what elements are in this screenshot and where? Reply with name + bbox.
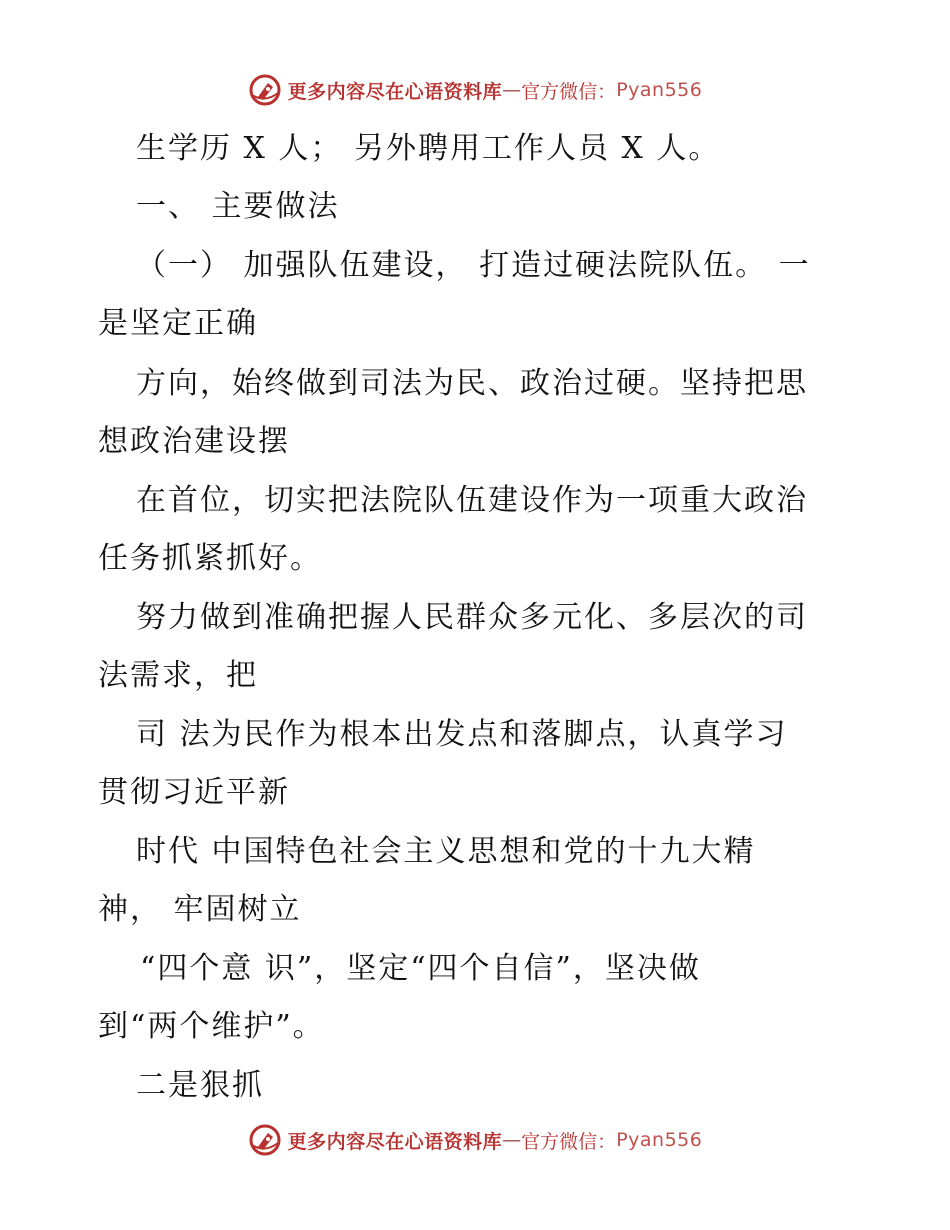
banner-dash: — xyxy=(502,1129,522,1151)
text-line: 任务抓紧抓好。 xyxy=(98,541,322,576)
banner-wechat-id: Pyan556 xyxy=(616,1129,703,1151)
text-line: 神， 牢固树立 xyxy=(98,892,302,927)
pen-nib-logo-icon xyxy=(248,1123,282,1157)
banner-dash: — xyxy=(502,79,522,101)
footer-banner xyxy=(0,1120,950,1160)
text-line: 是坚定正确 xyxy=(98,306,258,341)
text-line: 法需求，把 xyxy=(98,658,258,693)
text-line: “四个意 识”，坚定“四个自信”，坚决做 xyxy=(140,951,701,986)
text-line: 贯彻习近平新 xyxy=(98,775,290,810)
text-line: 在首位，切实把法院队伍建设作为一项重大政治 xyxy=(136,483,808,518)
banner-title: 更多内容尽在心语资料库 xyxy=(287,80,503,103)
banner-wechat-label: 官方微信： xyxy=(521,80,617,103)
text-line: 司 法为民作为根本出发点和落脚点，认真学习 xyxy=(136,717,788,752)
text-line: 努力做到准确把握人民群众多元化、多层次的司 xyxy=(136,600,808,635)
banner-wechat-label: 官方微信： xyxy=(521,1130,617,1153)
text-line: 到“两个维护”。 xyxy=(98,1009,325,1044)
text-line: 生学历 X 人； 另外聘用工作人员 X 人。 xyxy=(136,131,721,166)
text-line: 想政治建设摆 xyxy=(98,424,290,459)
banner-title: 更多内容尽在心语资料库 xyxy=(287,1130,503,1153)
header-banner xyxy=(0,70,950,110)
banner-wechat-id: Pyan556 xyxy=(616,79,703,101)
text-line: 时代 中国特色社会主义思想和党的十九大精 xyxy=(136,834,756,869)
section-heading: 一、 主要做法 xyxy=(136,189,340,224)
pen-nib-logo-icon xyxy=(248,73,282,107)
text-line: 方向，始终做到司法为民、政治过硬。坚持把思 xyxy=(136,366,808,401)
subsection-heading: （一） 加强队伍建设， 打造过硬法院队伍。 一 xyxy=(136,248,811,283)
text-line: 二是狠抓 xyxy=(136,1068,264,1103)
